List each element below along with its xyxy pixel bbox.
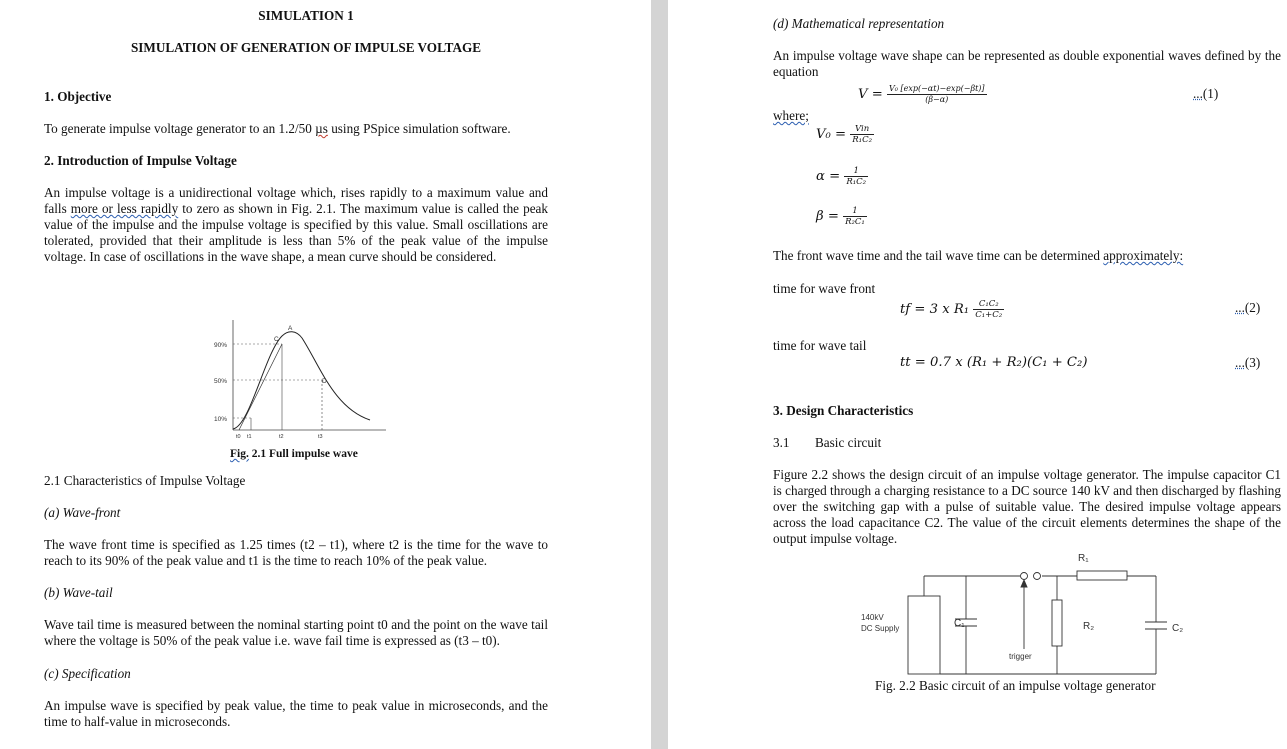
doc-subtitle: SIMULATION OF GENERATION OF IMPULSE VOLTAGE [130,40,482,55]
equation-1-ref: ...(1) [1193,86,1219,101]
grammar-flag: more or less rapidly [70,201,179,216]
basic-circuit-label: Basic circuit [815,435,882,450]
doc-title: SIMULATION 1 [258,8,354,23]
label-t3: t3 [318,434,323,440]
front-line [239,344,282,430]
label-A: A [288,325,293,332]
equation-3-ref: ...(3) [1235,355,1261,370]
impulse-wave-figure [210,318,395,443]
figure2-caption: Fig. 2.2 Basic circuit of an impulse voltage generator [875,678,1156,693]
wave-front-heading: (a) Wave-front [44,505,121,520]
tf-label: time for wave front [773,281,876,296]
label-90: 90% [214,342,228,349]
spec-heading: (c) Specification [44,666,131,681]
objective-heading: 1. Objective [44,89,112,104]
tt-label: time for wave tail [773,338,867,353]
intro-heading: 2. Introduction of Impulse Voltage [44,153,237,168]
r2-label: R₂ [1083,621,1095,632]
equation-beta: β = $\frac{1}{\text{R₂C₁}}$ [816,206,865,227]
label-D: D [322,378,327,385]
spark-gap-right [1034,573,1041,580]
trigger-label: trigger [1009,652,1032,661]
math-intro-paragraph: An impulse voltage wave shape can be represented as double exponential waves defined by the equation [773,48,1281,79]
label-t2: t2 [279,434,284,440]
equation-tf: tf = 3 x R₁ $\frac{\text{C₁C₂}}{\text{C₁+C₂}}$ [900,299,1003,320]
label-t0: t0 [236,434,241,440]
c2-label: C₂ [1172,623,1184,634]
r1-resistor [1077,571,1127,580]
supply-label-1: 140kV [861,613,884,622]
basic-circuit-number: 3.1 [773,435,790,450]
label-50: 50% [214,378,228,385]
c1-label: C₁ [954,618,965,629]
equation-alpha: α = $\frac{1}{\text{R₁C₂}}$ [816,166,867,187]
basic-circuit-figure [858,545,1184,680]
front-tail-sentence: The front wave time and the tail wave time can be determined approximately: [773,248,1184,263]
supply-label-2: DC Supply [861,624,900,633]
spelling-flag: µs [315,121,328,136]
wave-front-paragraph: The wave front time is specified as 1.25 times (t2 – t1), where t2 is the time for the wave to reach to its 90% of the peak value and t1 is the time to reach 10% of the peak value. [44,537,548,568]
wave-tail-paragraph: Wave tail time is measured between the nominal starting point t0 and the point on the wave tail where the voltage is 50% of the peak value i.e. wave fail time is expressed as (t3 – t0). [44,617,548,648]
label-10: 10% [214,416,228,423]
wave-tail-heading: (b) Wave-tail [44,585,113,600]
document-page-right [668,0,1287,749]
equation-tt: tt = 0.7 x (R₁ + R₂)(C₁ + C₂) [900,355,1088,370]
label-t1: t1 [247,434,252,440]
dc-supply-box [908,596,940,674]
intro-paragraph: An impulse voltage is a unidirectional voltage which, rises rapidly to a maximum value and falls more or less rapidly to zero as shown in Fig. 2.1. The maximum value is called the peak value of the impulse and the impulse voltage is specified by this value. Small oscillations are tolerated, provided that their amplitude is less than 5% of the peak value of the impulse voltage. In case of oscillations in the wave shape, a mean curve should be considered. [44,185,548,264]
math-heading: (d) Mathematical representation [773,16,945,31]
equation-v0: V₀ = $\frac{\text{Vin}}{\text{R₁C₂}}$ [816,124,872,145]
section-21-heading: 2.1 Characteristics of Impulse Voltage [44,473,246,488]
where-label: where; [773,108,809,123]
objective-text: To generate impulse voltage generator to an 1.2/50 µs using PSpice simulation software. [44,121,511,136]
label-C: C [274,336,279,343]
equation-2-ref: ...(2) [1235,300,1261,315]
equation-1: V = $\frac{\text{V₀ [exp(−αt)−exp(−βt)]}}{(\beta-\alpha)}$ [858,84,985,104]
impulse-curve [233,332,370,429]
design-heading: 3. Design Characteristics [773,403,914,418]
r1-label: R₁ [1078,553,1089,564]
figure1-caption: Fig. 2.1 Full impulse wave [230,448,358,460]
spark-gap-left [1021,573,1028,580]
r2-resistor [1052,600,1062,646]
design-paragraph: Figure 2.2 shows the design circuit of an impulse voltage generator. The impulse capacitor C1 is charged through a charging resistance to a DC source 140 kV and then discharged by flashing over the switching gap with a pulse of suitable value. The desired impulse voltage appears across the load capacitance C2. The value of the circuit elements determines the shape of the output impulse voltage. [773,467,1281,546]
spec-paragraph: An impulse wave is specified by peak value, the time to peak value in microseconds, and the time to half-value in microseconds. [44,698,548,729]
